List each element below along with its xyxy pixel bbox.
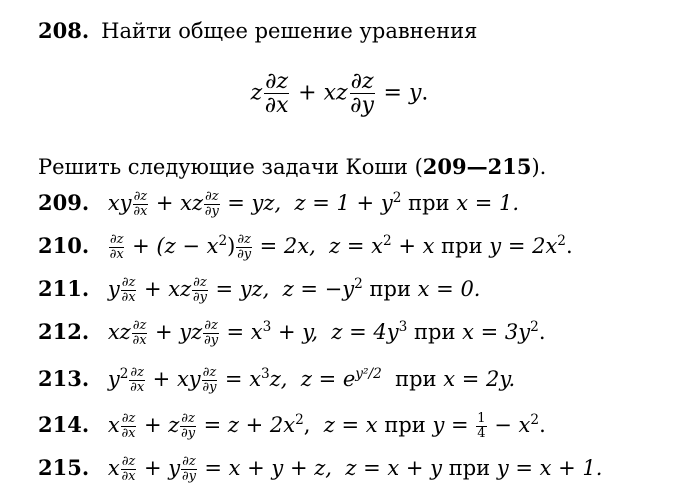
fraction-dz-dy: $\frac{\partial z}{\partial y}$ (203, 318, 219, 348)
problem-211: 211. y $\frac{\partial z}{\partial x}$ + xz $\frac{\partial z}{\partial y}$ = yz, $z = -y^2$ при x = 0. (38, 275, 481, 305)
fraction-dz-dy: $\frac{\partial z}{\partial y}$ (204, 189, 219, 219)
equation-208: z $\frac{\partial z}{\partial x}$ + xz $\frac{\partial z}{\partial y}$ = y. (250, 69, 429, 119)
problem-number: 208. (38, 18, 90, 43)
fraction-dz-dx: $\frac{\partial z}{\partial x}$ (264, 69, 289, 119)
fraction-dz-dx: $\frac{\partial z}{\partial x}$ (132, 318, 147, 348)
problem-212: 212. xz $\frac{\partial z}{\partial x}$ + yz $\frac{\partial z}{\partial y}$ = $x^3 + y$, $z = 4y^3$ при $x = 3y^2$. (38, 318, 546, 348)
fraction-dz-dx: $\frac{\partial z}{\partial x}$ (121, 454, 136, 484)
fraction-dz-dx: $\frac{\partial z}{\partial x}$ (121, 411, 136, 441)
problem-209: 209. xy $\frac{\partial z}{\partial x}$ + xz $\frac{\partial z}{\partial y}$ = yz, $z = 1 + y^2$ при x = 1. (38, 189, 520, 219)
problem-208-heading (38, 18, 477, 43)
fraction-dz-dy: $\frac{\partial z}{\partial y}$ (237, 232, 252, 262)
problem-213: 213. $y^2$ $\frac{\partial z}{\partial x}$ + xy $\frac{\partial z}{\partial y}$ = $x^3z$, $z = e^{y^2/2}$ при x = 2y. (38, 365, 516, 395)
fraction-dz-dy: $\frac{\partial z}{\partial y}$ (192, 275, 207, 305)
fraction-dz-dy: $\frac{\partial z}{\partial y}$ (181, 454, 196, 484)
fraction-dz-dy: $\frac{\partial z}{\partial y}$ (181, 411, 196, 441)
problem-text: Найти общее решение уравнения (101, 19, 478, 43)
fraction-dz-dx: $\frac{\partial z}{\partial x}$ (121, 275, 136, 305)
fraction-dz-dx: $\frac{\partial z}{\partial x}$ (133, 189, 148, 219)
cauchy-intro: Решить следующие задачи Коши (209—215). (38, 154, 547, 179)
fraction-one-quarter: $\frac{1}{4}$ (477, 411, 486, 441)
fraction-dz-dy: $\frac{\partial z}{\partial y}$ (202, 365, 217, 395)
fraction-dz-dy: $\frac{\partial z}{\partial y}$ (350, 69, 374, 119)
problem-214: 214. x $\frac{\partial z}{\partial x}$ + z $\frac{\partial z}{\partial y}$ = $z + 2x^2$, z = x при y = $\frac{1}{4}$ − $x^2$. (38, 411, 546, 441)
problem-215: 215. x $\frac{\partial z}{\partial x}$ + y $\frac{\partial z}{\partial y}$ = x + y + z, z = x + y при y = x + 1. (38, 454, 603, 484)
problem-210: 210. $\frac{\partial z}{\partial x}$ + $(z - x^2)$ $\frac{\partial z}{\partial y}$ = 2x, $z = x^2 + x$ при $y = 2x^2$. (38, 232, 573, 262)
fraction-dz-dx: $\frac{\partial z}{\partial x}$ (130, 365, 145, 395)
fraction-dz-dx: $\frac{\partial z}{\partial x}$ (109, 232, 124, 262)
